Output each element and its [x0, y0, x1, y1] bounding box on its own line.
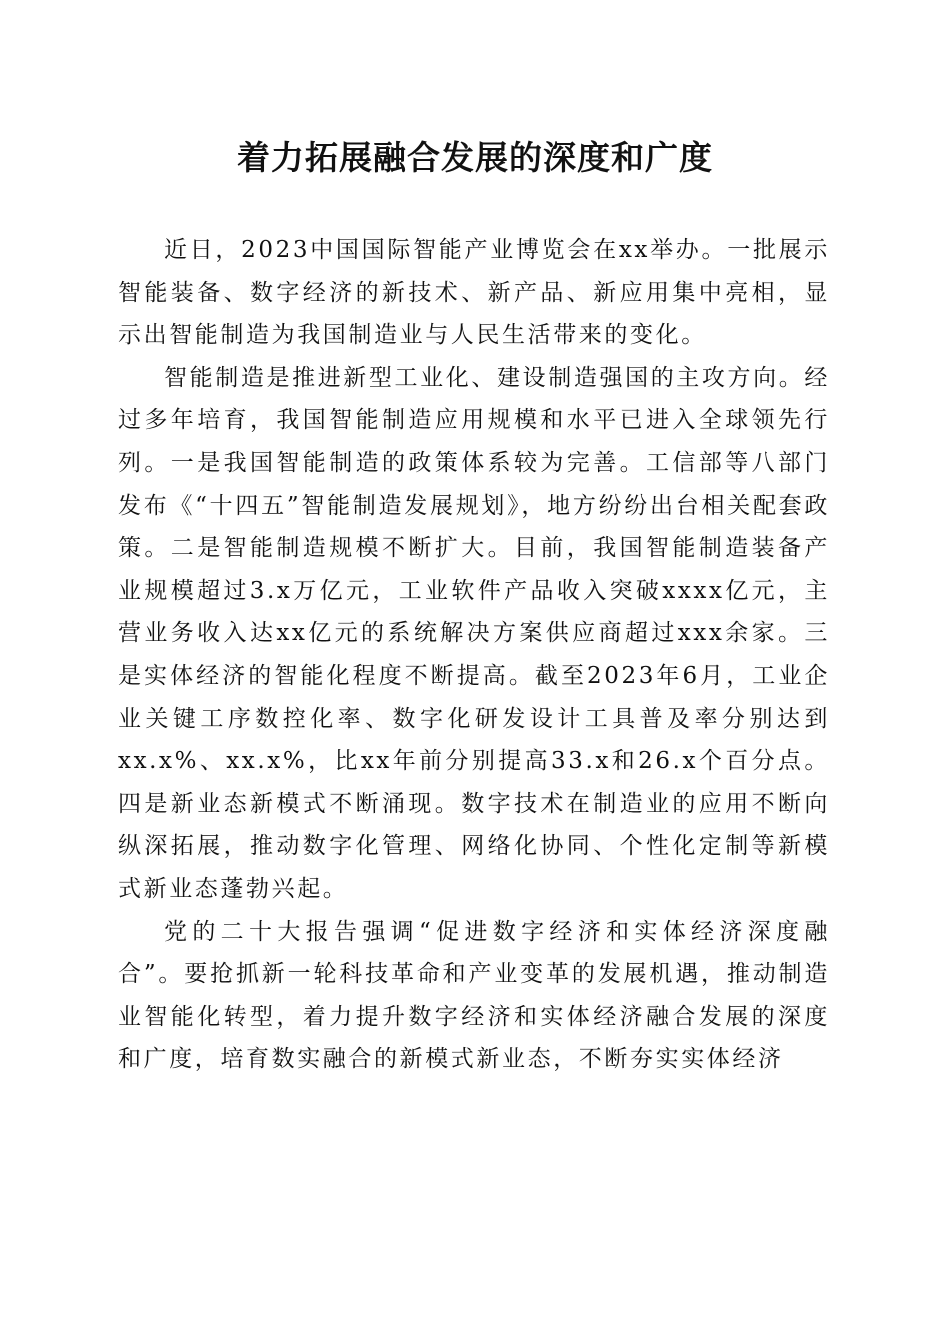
paragraph-intro: 近日，2023中国国际智能产业博览会在xx举办。一批展示智能装备、数字经济的新技术、新产品、新应用集中亮相，显示出智能制造为我国制造业与人民生活带来的变化。 [118, 237, 830, 349]
document-title: 着力拓展融合发展的深度和广度 [237, 138, 713, 177]
paragraph-intelligent-manufacturing: 智能制造是推进新型工业化、建设制造强国的主攻方向。经过多年培育，我国智能制造应用规模和水平已进入全球领先行列。一是我国智能制造的政策体系较为完善。工信部等八部门发布《“十四五”智能制造发展规划》，地方纷纷出台相关配套政策。二是智能制造规模不断扩大。目前，我国智能制造装备产业规模超过3.x万亿元，工业软件产品收入突破xxxx亿元，主营业务收入达xx亿元的系统解决方案供应商超过xxx余家。三是实体经济的智能化程度不断提高。截至2023年6月，工业企业关键工序数控化率、数字化研发设计工具普及率分别达到xx.x%、xx.x%，比xx年前分别提高33.x和26.x个百分点。四是新业态新模式不断涌现。数字技术在制造业的应用不断向纵深拓展，推动数字化管理、网络化协同、个性化定制等新模式新业态蓬勃兴起。 [118, 364, 830, 902]
paragraph-party-congress: 党的二十大报告强调“促进数字经济和实体经济深度融合”。要抢抓新一轮科技革命和产业变革的发展机遇，推动制造业智能化转型，着力提升数字经济和实体经济融合发展的深度和广度，培育数实融合的新模式新业态，不断夯实实体经济 [118, 918, 830, 1073]
document-body [118, 229, 830, 1081]
